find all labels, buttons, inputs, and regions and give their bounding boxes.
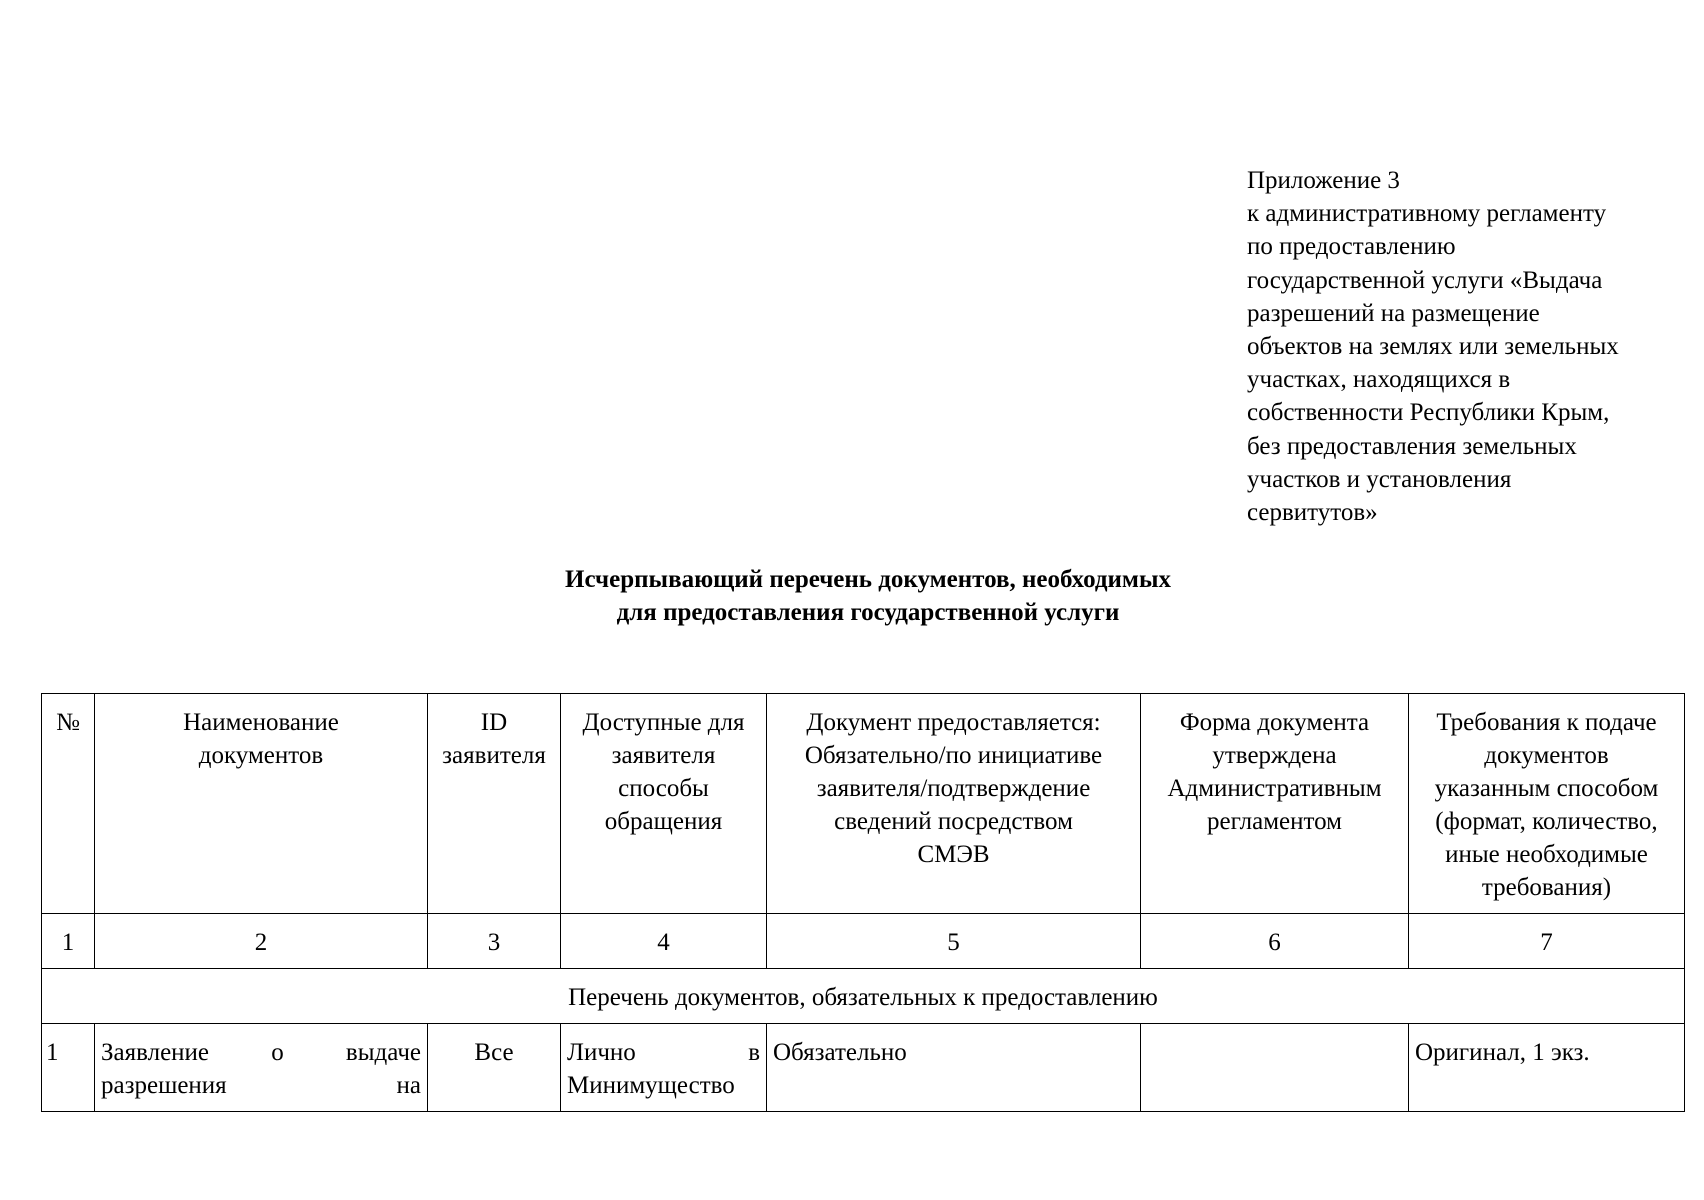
header-text: Форма документа xyxy=(1179,709,1370,736)
row-document-provided: Обязательно xyxy=(767,1024,1141,1112)
header-text: № xyxy=(56,709,80,736)
appendix-line: по предоставлению xyxy=(1247,233,1456,261)
header-text: способы xyxy=(618,775,709,802)
column-number-row xyxy=(42,914,1685,969)
header-text: заявителя xyxy=(611,742,716,769)
header-text: (формат, количество, xyxy=(1435,808,1658,835)
appendix-line: к административному регламенту xyxy=(1247,200,1607,228)
header-document-provided xyxy=(767,694,1141,914)
header-text: обращения xyxy=(604,808,723,835)
appendix-line: участках, находящихся в xyxy=(1247,366,1511,394)
row-applicant-id: Все xyxy=(428,1024,561,1112)
appendix-line: собственности Республики Крым, xyxy=(1247,399,1610,427)
header-text: утверждена xyxy=(1212,742,1337,769)
header-number xyxy=(42,694,95,914)
row-request-ways-line: Минимущество xyxy=(567,1072,735,1099)
row-request-ways xyxy=(561,1024,767,1112)
appendix-line: без предоставления земельных xyxy=(1247,432,1577,460)
row-document-form xyxy=(1141,1024,1409,1112)
header-text: Административным xyxy=(1167,775,1382,802)
row-document-name-line: Заявление о выдаче xyxy=(101,1039,421,1066)
header-text: сведений посредством xyxy=(834,808,1073,835)
column-number: 7 xyxy=(1409,914,1685,969)
row-document-name-line: разрешения на xyxy=(101,1072,421,1099)
header-document-form xyxy=(1141,694,1409,914)
section-row xyxy=(42,969,1685,1024)
row-document-name xyxy=(95,1024,428,1112)
row-request-ways-line: Лично в xyxy=(567,1039,760,1066)
appendix-line: Приложение 3 xyxy=(1247,167,1400,194)
column-number: 4 xyxy=(561,914,767,969)
header-text: документов xyxy=(1484,742,1609,769)
document-title-line1: Исчерпывающий перечень документов, необходимых xyxy=(565,566,1171,593)
table-header-row xyxy=(42,694,1685,914)
appendix-line: разрешений на размещение xyxy=(1247,299,1540,327)
appendix-line: сервитутов» xyxy=(1247,499,1378,527)
documents-table xyxy=(41,693,1685,1112)
row-requirements: Оригинал, 1 экз. xyxy=(1409,1024,1685,1112)
appendix-line: объектов на землях или земельных xyxy=(1247,333,1619,361)
row-number: 1 xyxy=(42,1024,95,1112)
document-title-line2: для предоставления государственной услуги xyxy=(616,599,1120,626)
header-text: заявителя/подтверждение xyxy=(816,775,1091,802)
header-text: СМЭВ xyxy=(917,841,990,868)
header-text: ID xyxy=(480,709,508,736)
appendix-line: участков и установления xyxy=(1247,465,1512,493)
section-title: Перечень документов, обязательных к предоставлению xyxy=(42,969,1685,1024)
column-number: 1 xyxy=(42,914,95,969)
header-request-ways xyxy=(561,694,767,914)
header-applicant-id xyxy=(428,694,561,914)
header-text: требования) xyxy=(1481,874,1612,901)
appendix-line: государственной услуги «Выдача xyxy=(1247,266,1603,294)
header-requirements xyxy=(1409,694,1685,914)
table-row xyxy=(42,1024,1685,1112)
header-text: иные необходимые xyxy=(1445,841,1648,868)
header-text: регламентом xyxy=(1207,808,1342,835)
header-text: Обязательно/по инициативе xyxy=(804,742,1103,769)
column-number: 2 xyxy=(95,914,428,969)
header-text: заявителя xyxy=(442,742,546,769)
header-text: документов xyxy=(198,742,324,769)
header-text: Требования к подаче xyxy=(1436,709,1657,736)
document-title xyxy=(0,563,1704,629)
column-number: 3 xyxy=(428,914,561,969)
header-text: Наименование xyxy=(183,709,339,736)
header-text: Документ предоставляется: xyxy=(806,709,1101,736)
column-number: 6 xyxy=(1141,914,1409,969)
column-number: 5 xyxy=(767,914,1141,969)
header-text: Доступные для xyxy=(582,709,745,736)
header-document-name xyxy=(95,694,428,914)
header-text: указанным способом xyxy=(1434,775,1659,802)
appendix-block xyxy=(1247,164,1687,529)
